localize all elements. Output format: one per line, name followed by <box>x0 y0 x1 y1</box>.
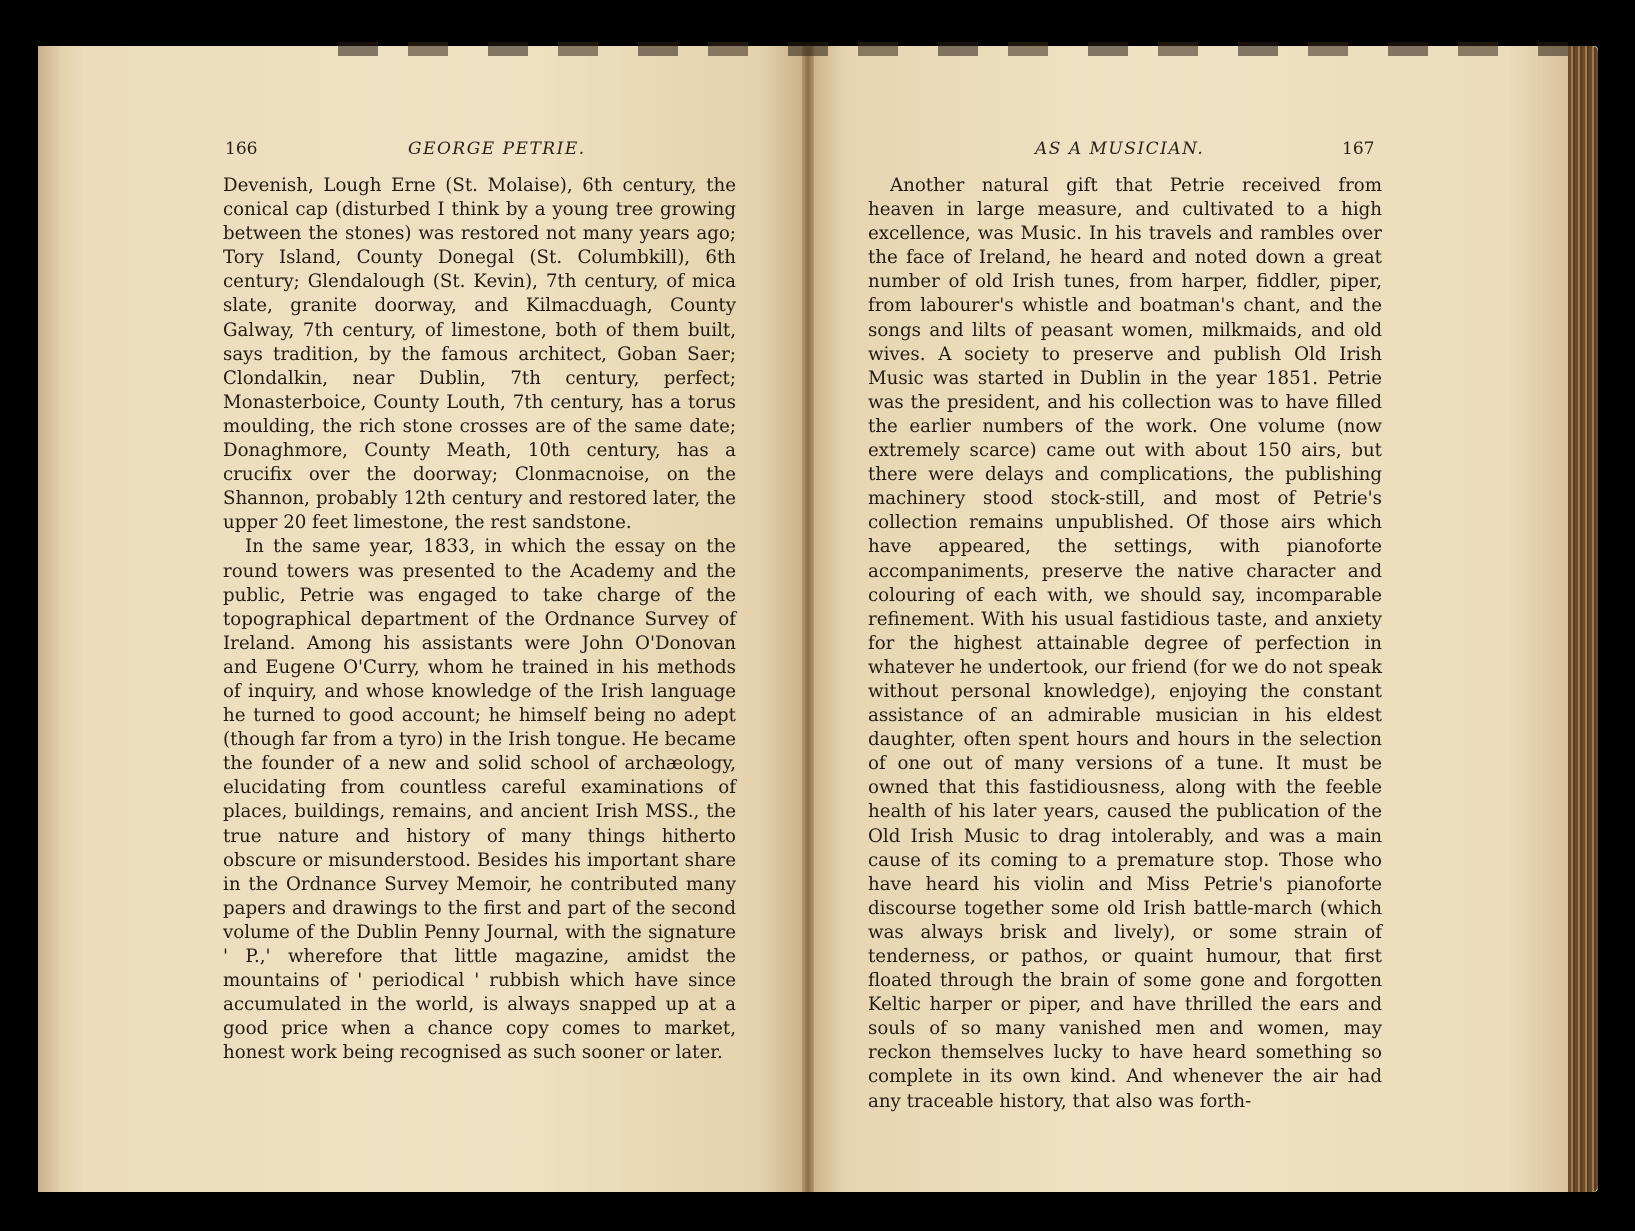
right-running-head: AS A MUSICIAN. <box>1035 139 1205 159</box>
book-gutter <box>802 46 814 1192</box>
left-paragraph-2: In the same year, 1833, in which the essay on the round towers was presented to the Academy and the public, Petrie was engaged to take charge of the topographical department of the Ordnance Survey of Ireland. Among his assistants were John O'Donovan and Eugene O'Curry, whom he trained in his methods of inquiry, and whose knowledge of the Irish language he turned to good account; he himself being no adept (though far from a tyro) in the Irish tongue. He became the founder of a new and solid school of archæology, elucidating from countless careful examinations of places, buildings, remains, and ancient Irish MSS., the true nature and history of many things hitherto obscure or misunderstood. Besides his important share in the Ordnance Survey Memoir, he contributed many papers and drawings to the first and part of the second volume of the Dublin Penny Journal, with the signature ' P.,' wherefore that little magazine, amidst the mountains of ' periodical ' rubbish which have since accumulated in the world, is always snapped up at a good price when a chance copy comes to market, honest work being recognised as such sooner or later. <box>223 536 737 1064</box>
right-page-text <box>868 174 1382 1114</box>
left-page-edge <box>38 46 60 1192</box>
left-page <box>38 46 808 1192</box>
right-paragraph-1: Another natural gift that Petrie received from heaven in large measure, and cultivated to a high excellence, was Music. In his travels and rambles over the face of Ireland, he heard and noted down a great number of old Irish tunes, from harper, fiddler, piper, from labourer's whistle and boatman's chant, and the songs and lilts of peasant women, milkmaids, and old wives. A society to preserve and publish Old Irish Music was started in Dublin in the year 1851. Petrie was the president, and his collection was to have filled the earlier numbers of the work. One volume (now extremely scarce) came out with about 150 airs, but there were delays and complications, the publishing machinery stood stock-still, and most of Petrie's collection remains unpublished. Of those airs which have appeared, the settings, with pianoforte accompaniments, preserve the native character and colouring of each with, we should say, incomparable refinement. With his usual fastidious taste, and anxiety for the highest attainable degree of perfection in whatever he undertook, our friend (for we do not speak without personal knowledge), enjoying the constant assistance of an admirable musician in his eldest daughter, often spent hours and hours in the selection of one out of many versions of a tune. It must be owned that this fastidiousness, along with the feeble health of his later years, caused the publication of the Old Irish Music to drag intolerably, and was a main cause of its coming to a premature stop. Those who have heard his violin and Miss Petrie's pianoforte discourse together some old Irish battle-march (which was always brisk and lively), or some strain of tenderness, or pathos, or quaint humour, that first floated through the brain of some gone and forgotten Keltic harper or piper, and have thrilled the ears and souls of so many vanished men and women, may reckon themselves lucky to have heard something so complete in its own kind. And whenever the air had any traceable history, that also was forth- <box>868 175 1382 1112</box>
right-page-number: 167 <box>1342 139 1375 159</box>
right-page-edges <box>1568 46 1598 1192</box>
left-page-text <box>223 174 736 1065</box>
left-paragraph-1: Devenish, Lough Erne (St. Molaise), 6th century, the conical cap (disturbed I think by a young tree growing between the stones) was restored not many years ago; Tory Island, County Donegal (St. Columbkill), 6th century; Glendalough (St. Kevin), 7th century, of mica slate, granite doorway, and Kilmacduagh, County Galway, 7th century, of limestone, both of them built, says tradition, by the famous architect, Goban Saer; Clondalkin, near Dublin, 7th century, perfect; Monasterboice, County Louth, 7th century, has a torus moulding, the rich stone crosses are of the same date; Donaghmore, County Meath, 10th century, has a crucifix over the doorway; Clonmacnoise, on the Shannon, probably 12th century and restored later, the upper 20 feet limestone, the rest sandstone. <box>223 175 736 534</box>
open-book <box>38 46 1598 1192</box>
left-running-head: GEORGE PETRIE. <box>408 139 586 159</box>
torn-top-edge <box>338 42 1568 56</box>
left-page-number: 166 <box>225 139 258 159</box>
right-page <box>808 46 1568 1192</box>
